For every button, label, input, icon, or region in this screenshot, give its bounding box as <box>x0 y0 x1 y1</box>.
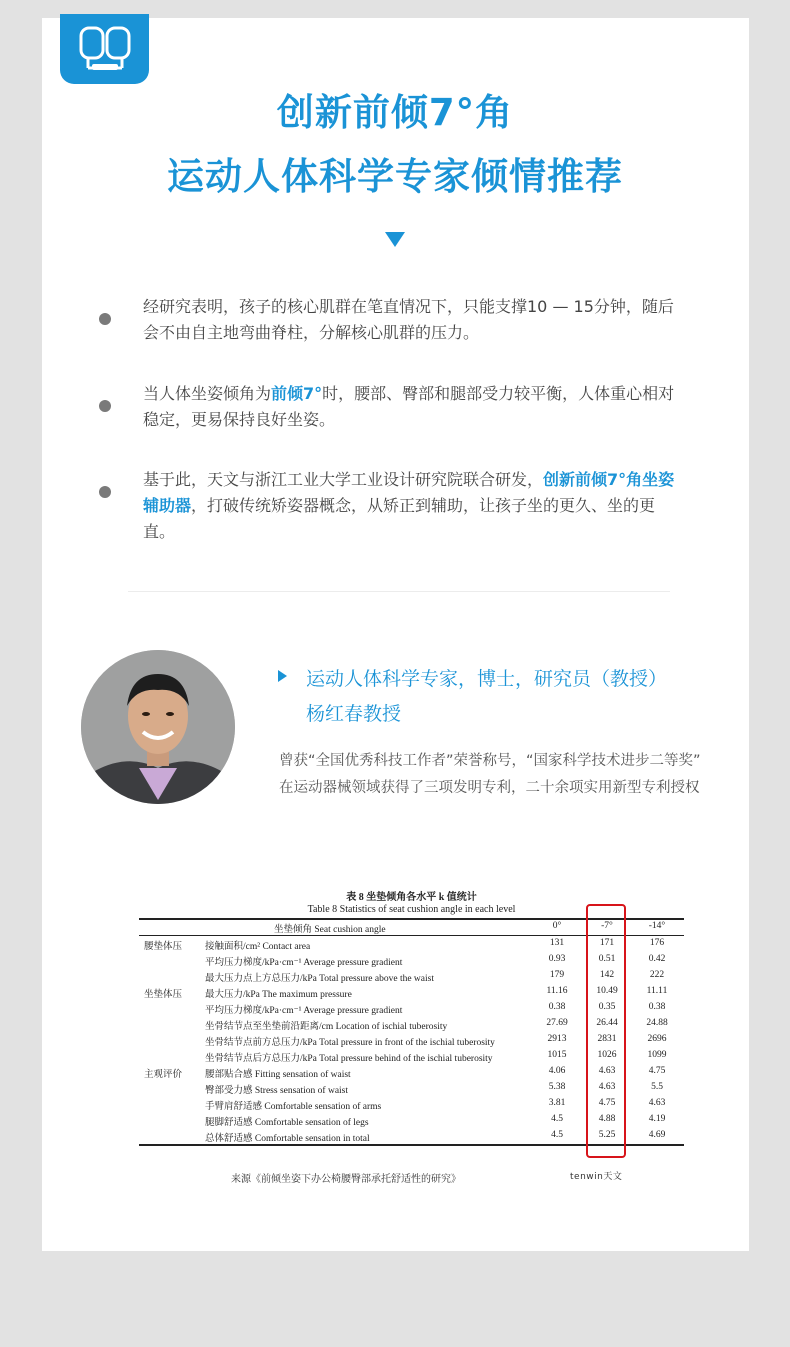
table-cell: 10.49 <box>596 986 618 996</box>
headline-line1: 创新前倾7°角 <box>276 91 514 134</box>
table-cell: 4.19 <box>648 1114 666 1124</box>
table-cell: 4.63 <box>598 1082 616 1092</box>
table-cell: 4.88 <box>598 1114 616 1124</box>
point-3-pre: 基于此，天文与浙江工业大学工业设计研究院联合研发， <box>143 470 544 489</box>
table-cell: 179 <box>549 970 565 980</box>
table-cell: 176 <box>649 938 665 948</box>
col-header: -14° <box>648 921 666 931</box>
highlight-column-frame <box>586 904 626 1158</box>
table-cell: 1015 <box>547 1050 567 1060</box>
table-cell: 26.44 <box>596 1018 618 1028</box>
point-3 <box>143 467 683 545</box>
section-divider <box>128 591 670 592</box>
table-cell: 4.69 <box>648 1130 666 1140</box>
table-cell: 142 <box>599 970 615 980</box>
table-cell: 0.35 <box>598 1002 616 1012</box>
table-caption-cn: 表 8 坐垫倾角各水平 k 值统计 <box>346 892 477 903</box>
table-cell: 1026 <box>597 1050 617 1060</box>
source-citation: 来源《前倾坐姿下办公椅腰臀部承托舒适性的研究》 <box>231 1174 461 1185</box>
down-arrow-icon <box>385 232 405 247</box>
caret-right-icon <box>278 670 287 682</box>
headline-line2: 运动人体科学专家倾情推荐 <box>167 155 623 198</box>
point-2-post: 时，腰部、臀部和腿部受力较平衡，人体重心相对稳定，更易保持良好坐姿。 <box>143 384 675 429</box>
expert-patents: 在运动器械领域获得了三项发明专利，二十余项实用新型专利授权 <box>279 780 700 796</box>
row-label: 总体舒适感 Comfortable sensation in total <box>205 1134 370 1144</box>
row-label: 手臂肩舒适感 Comfortable sensation of arms <box>205 1102 382 1112</box>
table-cell: 5.38 <box>548 1082 566 1092</box>
table-cell: 5.5 <box>651 1082 663 1092</box>
bullet-dot-icon <box>99 486 111 498</box>
table-cell: 4.5 <box>551 1114 563 1124</box>
col-header: -7° <box>601 921 613 931</box>
table-cell: 4.75 <box>648 1066 666 1076</box>
seat-icon <box>78 24 132 76</box>
table-cell: 222 <box>649 970 665 980</box>
logo-badge <box>60 14 149 84</box>
row-label: 坐骨结节点后方总压力/kPa Total pressure behind of the ischial tuberosity <box>205 1054 493 1064</box>
row-label: 腰部贴合感 Fitting sensation of waist <box>205 1070 351 1080</box>
table-cell: 2696 <box>647 1034 667 1044</box>
bullet-dot-icon <box>99 400 111 412</box>
table-cell: 0.93 <box>548 954 566 964</box>
table-cell: 2831 <box>597 1034 617 1044</box>
point-3-post: ，打破传统矫姿器概念，从矫正到辅助，让孩子坐的更久、坐的更直。 <box>143 496 656 541</box>
row-label: 腿脚舒适感 Comfortable sensation of legs <box>205 1118 369 1128</box>
point-2-highlight: 前倾7° <box>271 384 323 403</box>
table-cell: 24.88 <box>646 1018 668 1028</box>
expert-portrait <box>81 650 235 804</box>
row-label: 最大压力/kPa The maximum pressure <box>205 990 352 1000</box>
table-cell: 11.16 <box>546 986 568 996</box>
bullet-dot-icon <box>99 313 111 325</box>
table-cell: 0.51 <box>598 954 616 964</box>
table-cell: 171 <box>599 938 615 948</box>
table-cell: 0.38 <box>648 1002 666 1012</box>
row-label: 平均压力梯度/kPa·cm⁻¹ Average pressure gradient <box>205 1006 403 1016</box>
expert-title: 运动人体科学专家，博士，研究员（教授） <box>306 668 668 690</box>
row-label: 最大压力点上方总压力/kPa Total pressure above the waist <box>205 974 434 984</box>
row-label: 接触面积/cm² Contact area <box>205 942 311 952</box>
table-header-label: 坐垫倾角 Seat cushion angle <box>274 925 386 935</box>
table-cell: 131 <box>549 938 565 948</box>
table-cell: 27.69 <box>546 1018 568 1028</box>
row-label: 臀部受力感 Stress sensation of waist <box>205 1086 349 1096</box>
table-cell: 0.38 <box>548 1002 566 1012</box>
point-3-highlight: 创新前倾7°角坐姿辅助器 <box>143 470 675 515</box>
row-label: 坐骨结节点前方总压力/kPa Total pressure in front of the ischial tuberosity <box>205 1038 495 1048</box>
col-header: 0° <box>552 921 562 931</box>
point-1: 经研究表明，孩子的核心肌群在笔直情况下，只能支撑10 — 15分钟，随后会不由自主地弯曲脊柱，分解核心肌群的压力。 <box>143 297 674 342</box>
table-cell: 11.11 <box>646 986 668 996</box>
table-cell: 2913 <box>547 1034 567 1044</box>
table-cell: 4.75 <box>598 1098 616 1108</box>
table-cell: 4.06 <box>548 1066 566 1076</box>
table-cell: 1099 <box>647 1050 667 1060</box>
row-label: 平均压力梯度/kPa·cm⁻¹ Average pressure gradient <box>205 958 403 968</box>
brand-logo: tenwin天文 <box>570 1172 623 1182</box>
table-cell: 4.5 <box>551 1130 563 1140</box>
table-cell: 4.63 <box>598 1066 616 1076</box>
row-label: 坐骨结节点至坐垫前沿距离/cm Location of ischial tuberosity <box>205 1022 448 1032</box>
expert-name: 杨红春教授 <box>306 703 402 725</box>
table-cell: 3.81 <box>548 1098 566 1108</box>
row-group: 腰垫体压 <box>144 942 183 952</box>
row-group: 主观评价 <box>144 1070 183 1080</box>
point-2-pre: 当人体坐姿倾角为 <box>143 384 272 403</box>
row-group: 坐垫体压 <box>144 990 183 1000</box>
table-cell: 4.63 <box>648 1098 666 1108</box>
point-2 <box>143 381 683 433</box>
table-cell: 0.42 <box>648 954 666 964</box>
table-caption-en: Table 8 Statistics of seat cushion angle in each level <box>307 904 516 915</box>
expert-honor: 曾获“全国优秀科技工作者”荣誉称号，“国家科学技术进步二等奖” <box>279 753 701 769</box>
table-cell: 5.25 <box>598 1130 616 1140</box>
